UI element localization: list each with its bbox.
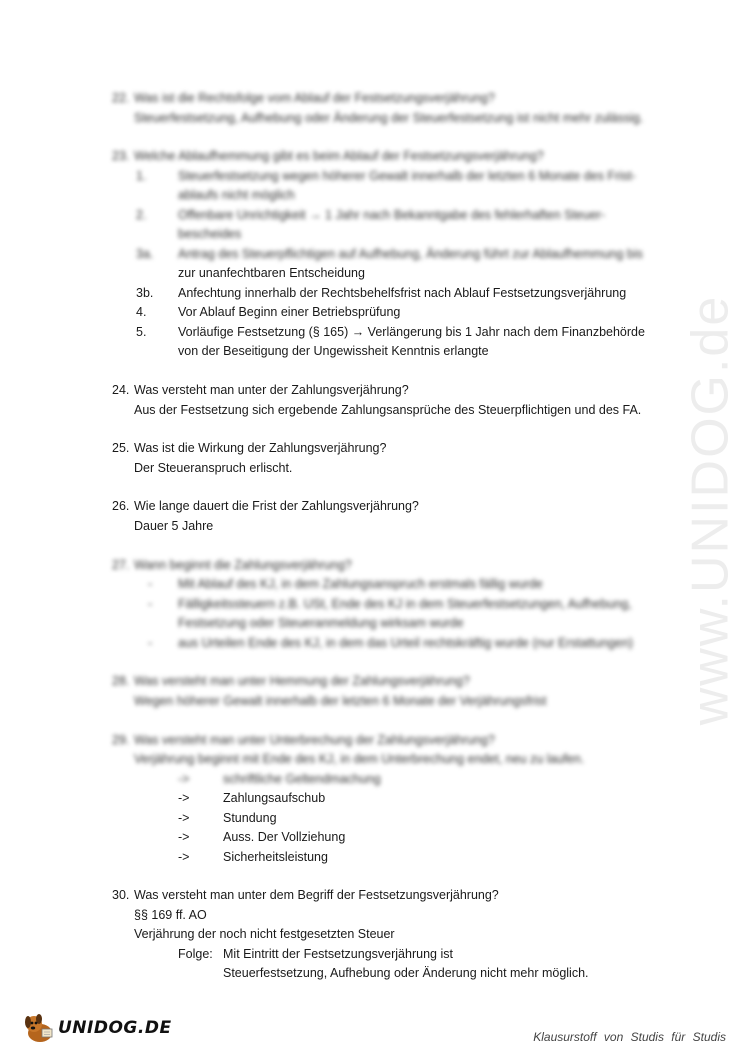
list-item-text: Steuerfestsetzung wegen höherer Gewalt innerhalb der letzten 6 Monate des Frist- xyxy=(178,169,636,183)
answer-text: Der Steueranspruch erlischt. xyxy=(134,461,293,475)
consequence-text: Mit Eintritt der Festsetzungsverjährung ist xyxy=(223,947,453,961)
list-item-text: Zahlungsaufschub xyxy=(223,791,326,805)
list-item-text: von der Beseitigung der Ungewissheit Kenntnis erlangte xyxy=(178,344,489,358)
list-marker: 5. xyxy=(136,325,147,339)
question-number: 24. xyxy=(112,383,130,397)
question-number: 25. xyxy=(112,441,130,455)
question-text: Was versteht man unter der Zahlungsverjährung? xyxy=(134,383,409,397)
answer-text: Wegen höherer Gewalt innerhalb der letzten 6 Monate der Verjährungsfrist xyxy=(134,694,547,708)
question-text: Was versteht man unter Hemmung der Zahlungsverjährung? xyxy=(134,674,470,688)
list-item-text: Antrag des Steuerpflichtigen auf Aufhebung, Änderung führt zur Ablaufhemmung bis xyxy=(178,247,643,261)
bullet-text: aus Urteilen Ende des KJ, in dem das Urteil rechtskräftig wurde (nur Erstattungen) xyxy=(178,636,634,650)
question-text: Was versteht man unter Unterbrechung der Zahlungsverjährung? xyxy=(134,733,495,747)
list-marker: 2. xyxy=(136,208,147,222)
list-item-text: Auss. Der Vollziehung xyxy=(223,830,346,844)
answer-text: Verjährung beginnt mit Ende des KJ, in dem Unterbrechung endet, neu zu laufen. xyxy=(134,752,585,766)
arrow-marker: -> xyxy=(178,791,190,805)
watermark xyxy=(650,280,750,740)
list-item-text: Anfechtung innerhalb der Rechtsbehelfsfrist nach Ablauf Festsetzungsverjährung xyxy=(178,286,627,300)
logo-text: UNIDOG.DE xyxy=(58,1018,172,1038)
bullet-text: Festsetzung oder Steueranmeldung wirksam wurde xyxy=(178,616,464,630)
question-number: 23. xyxy=(112,149,130,163)
list-item-text: Vor Ablauf Beginn einer Betriebsprüfung xyxy=(178,305,401,319)
question-text: Wie lange dauert die Frist der Zahlungsverjährung? xyxy=(134,499,419,513)
footer-tagline: Klausurstoff von Studis für Studis xyxy=(533,1030,726,1044)
unidog-logo[interactable] xyxy=(22,1010,172,1046)
dog-icon xyxy=(22,1011,56,1045)
answer-text: Dauer 5 Jahre xyxy=(134,519,214,533)
bullet-marker: - xyxy=(148,577,153,591)
list-item-text: Offenbare Unrichtigkeit → 1 Jahr nach Bekanntgabe des fehlerhaften Steuer- xyxy=(178,208,606,222)
question-text: Was versteht man unter dem Begriff der Festsetzungsverjährung? xyxy=(134,888,499,902)
list-item-text: Sicherheitsleistung xyxy=(223,850,328,864)
consequence-label: Folge: xyxy=(178,947,213,961)
bullet-marker: - xyxy=(148,636,153,650)
question-number: 28. xyxy=(112,674,130,688)
arrow-marker: -> xyxy=(178,772,190,786)
list-item-text: Vorläufige Festsetzung (§ 165) → Verlängerung bis 1 Jahr nach dem Finanzbehörde xyxy=(178,325,645,339)
consequence-text: Steuerfestsetzung, Aufhebung oder Änderung nicht mehr möglich. xyxy=(223,966,589,980)
question-number: 22. xyxy=(112,91,130,105)
list-item-text: zur unanfechtbaren Entscheidung xyxy=(178,266,365,280)
bullet-text: Mit Ablauf des KJ, in dem Zahlungsanspruch erstmals fällig wurde xyxy=(178,577,543,591)
list-marker: 3b. xyxy=(136,286,154,300)
bullet-text: Fälligkeitssteuern z.B. USt, Ende des KJ in dem Steuerfestsetzungen, Aufhebung, xyxy=(178,597,632,611)
question-number: 26. xyxy=(112,499,130,513)
list-marker: 3a. xyxy=(136,247,154,261)
question-text: Was ist die Rechtsfolge vom Ablauf der Festsetzungsverjährung? xyxy=(134,91,495,105)
question-number: 30. xyxy=(112,888,130,902)
question-number: 29. xyxy=(112,733,130,747)
list-item-text: Stundung xyxy=(223,811,277,825)
list-marker: 4. xyxy=(136,305,147,319)
list-marker: 1. xyxy=(136,169,147,183)
arrow-marker: -> xyxy=(178,850,190,864)
answer-text: Aus der Festsetzung sich ergebende Zahlungsansprüche des Steuerpflichtigen und des FA. xyxy=(134,403,642,417)
arrow-marker: -> xyxy=(178,830,190,844)
answer-text: Steuerfestsetzung, Aufhebung oder Änderung der Steuerfestsetzung ist nicht mehr zulässig. xyxy=(134,111,644,125)
list-item-text: ablaufs nicht möglich xyxy=(178,188,295,202)
watermark-text: www.UNIDOG.de xyxy=(681,294,739,726)
question-text: Was ist die Wirkung der Zahlungsverjährung? xyxy=(134,441,387,455)
question-text: Welche Ablaufhemmung gibt es beim Ablauf der Festsetzungsverjährung? xyxy=(134,149,544,163)
answer-text: §§ 169 ff. AO xyxy=(134,908,207,922)
question-text: Wann beginnt die Zahlungsverjährung? xyxy=(134,558,352,572)
arrow-marker: -> xyxy=(178,811,190,825)
list-item-text: bescheides xyxy=(178,227,242,241)
bullet-marker: - xyxy=(148,597,153,611)
answer-text: Verjährung der noch nicht festgesetzten Steuer xyxy=(134,927,395,941)
list-item-text: schriftliche Geltendmachung xyxy=(223,772,381,786)
question-number: 27. xyxy=(112,558,130,572)
